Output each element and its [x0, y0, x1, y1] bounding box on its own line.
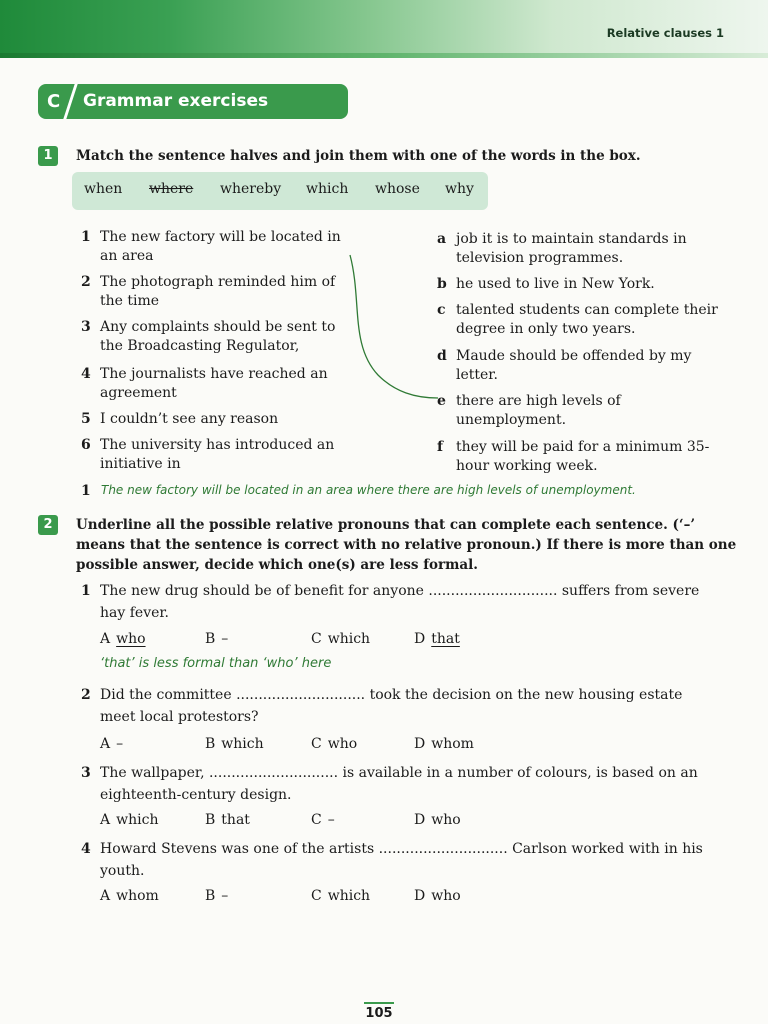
q2-option-d[interactable]: D whom — [414, 736, 474, 752]
q3-option-a[interactable]: A which — [100, 812, 159, 828]
exercise-2-number: 2 — [38, 515, 58, 535]
section-title: Grammar exercises — [83, 91, 269, 111]
word-whereby: whereby — [220, 181, 282, 197]
word-where: where — [149, 181, 194, 197]
q2-option-c[interactable]: C who — [311, 736, 358, 752]
exercise-2-instruction-line-1: Underline all the possible relative pronouns that can complete each sentence. (‘–’ — [76, 517, 696, 533]
q1-option-b[interactable]: B – — [205, 631, 229, 647]
q4-option-a[interactable]: A whom — [100, 888, 159, 904]
handwritten-note: ‘that’ is less formal than ‘who’ here — [100, 656, 332, 671]
q1-option-d[interactable]: D that — [414, 631, 460, 647]
word-when: when — [84, 181, 123, 197]
handwritten-answer: The new factory will be located in an area where there are high levels of unemployment. — [101, 483, 636, 497]
q3-option-c[interactable]: C – — [311, 812, 335, 828]
q1-option-c[interactable]: C which — [311, 631, 371, 647]
match-line — [340, 250, 440, 410]
q4-option-d[interactable]: D who — [414, 888, 461, 904]
q3-option-b[interactable]: B that — [205, 812, 250, 828]
exercise-2-instruction-line-2: means that the sentence is correct with no relative pronoun.) If there is more than one — [76, 537, 737, 553]
q2-option-a[interactable]: A – — [100, 736, 124, 752]
exercise-1-number: 1 — [38, 146, 58, 166]
q1-option-a[interactable]: A who — [100, 631, 146, 647]
word-which: which — [306, 181, 349, 197]
section-divider — [63, 84, 77, 119]
q2-option-b[interactable]: B which — [205, 736, 264, 752]
section-heading — [38, 84, 348, 119]
running-header: Relative clauses 1 — [606, 26, 724, 40]
word-whose: whose — [375, 181, 420, 197]
q4-option-c[interactable]: C which — [311, 888, 371, 904]
word-why: why — [445, 181, 474, 197]
page-number: 105 — [364, 1002, 394, 1021]
exercise-2-instruction-line-3: possible answer, decide which one(s) are less formal. — [76, 557, 478, 573]
word-box — [72, 172, 488, 210]
q4-option-b[interactable]: B – — [205, 888, 229, 904]
section-letter: C — [47, 91, 61, 112]
q3-option-d[interactable]: D who — [414, 812, 461, 828]
exercise-1-instruction: Match the sentence halves and join them with one of the words in the box. — [76, 148, 641, 164]
